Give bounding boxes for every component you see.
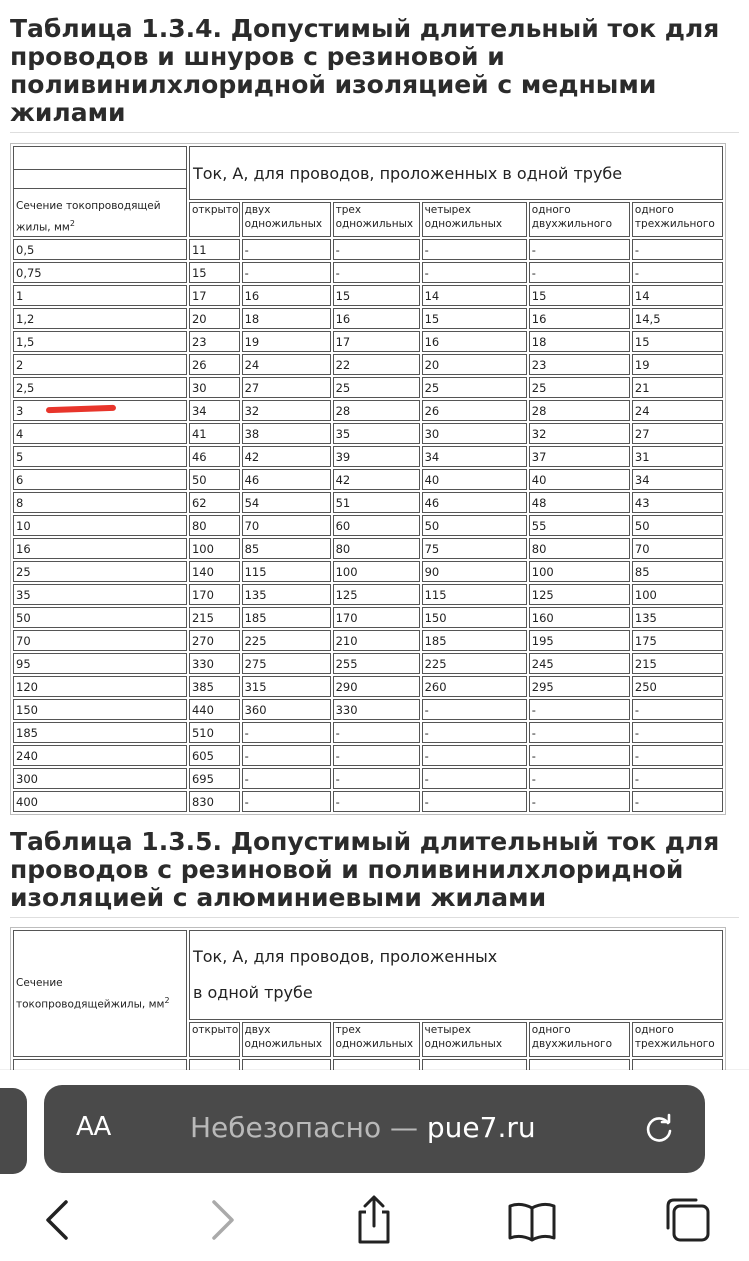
column-header: открыто bbox=[189, 1022, 240, 1057]
current-value-cell: 46 bbox=[422, 492, 527, 513]
current-value-cell: 150 bbox=[422, 607, 527, 628]
current-value-cell: 175 bbox=[632, 630, 723, 651]
cross-section-cell: 120 bbox=[13, 676, 187, 697]
cross-section-cell: 150 bbox=[13, 699, 187, 720]
current-value-cell: 185 bbox=[422, 630, 527, 651]
column-header: трех одножильных bbox=[333, 1022, 420, 1057]
current-value-cell: 38 bbox=[242, 423, 331, 444]
current-value-cell: 270 bbox=[189, 630, 240, 651]
current-value-cell: 32 bbox=[529, 423, 630, 444]
current-value-cell: - bbox=[632, 699, 723, 720]
current-value-cell: 70 bbox=[242, 515, 331, 536]
current-value-cell: 14,5 bbox=[632, 308, 723, 329]
current-value-cell: 135 bbox=[632, 607, 723, 628]
current-value-cell: - bbox=[333, 745, 420, 766]
current-value-cell: 100 bbox=[333, 561, 420, 582]
current-value-cell: 16 bbox=[422, 331, 527, 352]
current-value-cell: 11 bbox=[189, 239, 240, 260]
table-row bbox=[13, 308, 723, 329]
current-value-cell: 31 bbox=[632, 446, 723, 467]
table1-title: Таблица 1.3.4. Допустимый длительный ток для проводов и шнуров с резиновой и поливинилхлоридной изоляцией с медными жилами bbox=[10, 14, 720, 127]
current-value-cell: 85 bbox=[242, 538, 331, 559]
current-value-cell: 250 bbox=[632, 676, 723, 697]
url-display[interactable]: Небезопасно — pue7.ru bbox=[190, 1111, 536, 1144]
current-value-cell: 30 bbox=[189, 377, 240, 398]
current-value-cell: - bbox=[529, 745, 630, 766]
current-value-cell: - bbox=[632, 262, 723, 283]
current-value-cell: 42 bbox=[333, 469, 420, 490]
current-value-cell: - bbox=[333, 262, 420, 283]
cross-section-cell: 400 bbox=[13, 791, 187, 812]
current-value-cell: 28 bbox=[333, 400, 420, 421]
current-header: Ток, А, для проводов, проложенных в одной трубе bbox=[189, 930, 723, 1020]
current-value-cell: 80 bbox=[529, 538, 630, 559]
current-value-cell: - bbox=[242, 745, 331, 766]
column-header: двух одножильных bbox=[242, 1022, 331, 1057]
current-value-cell: 225 bbox=[422, 653, 527, 674]
current-value-cell: 330 bbox=[333, 699, 420, 720]
current-value-cell: 135 bbox=[242, 584, 331, 605]
current-value-cell: 41 bbox=[189, 423, 240, 444]
current-value-cell: 34 bbox=[189, 400, 240, 421]
current-value-cell: 80 bbox=[189, 515, 240, 536]
table-row bbox=[13, 469, 723, 490]
current-value-cell: 50 bbox=[189, 469, 240, 490]
current-value-cell: - bbox=[422, 722, 527, 743]
cross-section-cell: 240 bbox=[13, 745, 187, 766]
current-value-cell: - bbox=[632, 745, 723, 766]
current-value-cell: 255 bbox=[333, 653, 420, 674]
current-value-cell: - bbox=[422, 239, 527, 260]
current-value-cell: 21 bbox=[632, 377, 723, 398]
forward-icon[interactable] bbox=[190, 1190, 250, 1250]
current-value-cell: 48 bbox=[529, 492, 630, 513]
current-value-cell: 605 bbox=[189, 745, 240, 766]
cross-section-cell: 8 bbox=[13, 492, 187, 513]
cross-section-cell: 0,75 bbox=[13, 262, 187, 283]
table-row bbox=[13, 285, 723, 306]
current-value-cell: 54 bbox=[242, 492, 331, 513]
current-value-cell: 34 bbox=[632, 469, 723, 490]
column-header: одного двухжильного bbox=[529, 202, 630, 237]
current-value-cell: 17 bbox=[333, 331, 420, 352]
current-value-cell: 695 bbox=[189, 768, 240, 789]
table2 bbox=[10, 927, 726, 1070]
current-value-cell: 62 bbox=[189, 492, 240, 513]
current-value-cell: 195 bbox=[529, 630, 630, 651]
current-value-cell: 55 bbox=[529, 515, 630, 536]
current-value-cell: 26 bbox=[422, 400, 527, 421]
table2-title: Таблица 1.3.5. Допустимый длительный ток для проводов с резиновой и поливинилхлоридной изоляцией с алюминиевыми жилами bbox=[10, 827, 720, 912]
current-value-cell: - bbox=[632, 239, 723, 260]
current-value-cell: - bbox=[242, 722, 331, 743]
current-value-cell: - bbox=[422, 262, 527, 283]
current-value-cell: - bbox=[632, 791, 723, 812]
current-value-cell: 46 bbox=[189, 446, 240, 467]
table-row bbox=[13, 423, 723, 444]
current-value-cell: 330 bbox=[189, 653, 240, 674]
current-value-cell: 125 bbox=[333, 584, 420, 605]
table-row bbox=[13, 699, 723, 720]
current-value-cell: 90 bbox=[422, 561, 527, 582]
tabs-icon[interactable] bbox=[658, 1190, 718, 1250]
current-value-cell: 100 bbox=[189, 538, 240, 559]
current-value-cell: - bbox=[242, 239, 331, 260]
current-value-cell: 16 bbox=[529, 308, 630, 329]
current-value-cell: 19 bbox=[632, 354, 723, 375]
table-row bbox=[13, 791, 723, 812]
cross-section-cell: 35 bbox=[13, 584, 187, 605]
current-value-cell: 510 bbox=[189, 722, 240, 743]
current-value-cell: 24 bbox=[242, 354, 331, 375]
table-row bbox=[13, 1059, 723, 1070]
current-value-cell: 260 bbox=[422, 676, 527, 697]
current-value-cell: - bbox=[529, 722, 630, 743]
current-value-cell: 39 bbox=[333, 446, 420, 467]
current-value-cell: 32 bbox=[242, 400, 331, 421]
table-row bbox=[13, 653, 723, 674]
current-value-cell: - bbox=[242, 768, 331, 789]
browser-toolbar bbox=[0, 1070, 749, 1261]
current-value-cell: - bbox=[632, 768, 723, 789]
column-header: четырех одножильных bbox=[422, 202, 527, 237]
current-value-cell: - bbox=[333, 768, 420, 789]
current-value-cell: 19 bbox=[242, 331, 331, 352]
current-value-cell: 50 bbox=[422, 515, 527, 536]
table1 bbox=[10, 143, 726, 815]
current-value-cell: 46 bbox=[242, 469, 331, 490]
column-header: одного трехжильного bbox=[632, 1022, 723, 1057]
table-row bbox=[13, 377, 723, 398]
column-header: четырех одножильных bbox=[422, 1022, 527, 1057]
current-value-cell: - bbox=[242, 791, 331, 812]
current-value-cell: - bbox=[422, 745, 527, 766]
cross-section-cell: 1,5 bbox=[13, 331, 187, 352]
previous-tab-preview[interactable] bbox=[0, 1088, 27, 1174]
cross-section-cell: 16 bbox=[13, 538, 187, 559]
current-value-cell: 185 bbox=[242, 607, 331, 628]
current-value-cell: 15 bbox=[189, 262, 240, 283]
share-icon[interactable] bbox=[344, 1190, 404, 1250]
cross-section-cell: 10 bbox=[13, 515, 187, 536]
current-value-cell: 42 bbox=[242, 446, 331, 467]
current-value-cell: 18 bbox=[242, 308, 331, 329]
current-value-cell: - bbox=[529, 262, 630, 283]
cross-section-cell: 3 bbox=[13, 400, 187, 421]
current-value-cell: 115 bbox=[242, 561, 331, 582]
column-header: двух одножильных bbox=[242, 202, 331, 237]
current-value-cell: 26 bbox=[189, 354, 240, 375]
column-header: открыто bbox=[189, 202, 240, 237]
table-row bbox=[13, 239, 723, 260]
table-row bbox=[13, 676, 723, 697]
current-value-cell: 23 bbox=[529, 354, 630, 375]
current-value-cell: 215 bbox=[189, 607, 240, 628]
current-value-cell: 80 bbox=[333, 538, 420, 559]
current-value-cell: - bbox=[422, 699, 527, 720]
empty-header-cell bbox=[13, 169, 187, 189]
current-value-cell: 85 bbox=[632, 561, 723, 582]
current-value-cell: - bbox=[529, 699, 630, 720]
current-value-cell: 115 bbox=[422, 584, 527, 605]
current-value-cell: 225 bbox=[242, 630, 331, 651]
table-row bbox=[13, 745, 723, 766]
current-value-cell: 34 bbox=[422, 446, 527, 467]
current-value-cell: 160 bbox=[529, 607, 630, 628]
table-row bbox=[13, 515, 723, 536]
current-value-cell: 275 bbox=[242, 653, 331, 674]
current-value-cell: 18 bbox=[529, 331, 630, 352]
table-row bbox=[13, 722, 723, 743]
cross-section-cell: 6 bbox=[13, 469, 187, 490]
current-value-cell: - bbox=[422, 768, 527, 789]
table-row bbox=[13, 354, 723, 375]
current-value-cell: 20 bbox=[422, 354, 527, 375]
current-value-cell: 290 bbox=[333, 676, 420, 697]
table-row bbox=[13, 630, 723, 651]
divider bbox=[10, 917, 739, 918]
current-value-cell: - bbox=[333, 239, 420, 260]
current-value-cell: 15 bbox=[529, 285, 630, 306]
cross-section-cell: 300 bbox=[13, 768, 187, 789]
cross-section-cell: 1,2 bbox=[13, 308, 187, 329]
cross-section-cell: 25 bbox=[13, 561, 187, 582]
table-row bbox=[13, 262, 723, 283]
current-value-cell: 210 bbox=[333, 630, 420, 651]
current-value-cell: 315 bbox=[242, 676, 331, 697]
current-value-cell: 170 bbox=[189, 584, 240, 605]
table-row bbox=[13, 607, 723, 628]
section-header: Сечение токопроводящейжилы, $мм^2$ bbox=[13, 930, 187, 1057]
current-value-cell: 125 bbox=[529, 584, 630, 605]
current-value-cell: 16 bbox=[333, 308, 420, 329]
current-value-cell: 100 bbox=[632, 584, 723, 605]
current-value-cell: 43 bbox=[632, 492, 723, 513]
divider bbox=[10, 132, 739, 133]
current-value-cell: - bbox=[529, 791, 630, 812]
table-row bbox=[13, 446, 723, 467]
current-value-cell: 245 bbox=[529, 653, 630, 674]
current-value-cell: - bbox=[529, 239, 630, 260]
current-value-cell: 23 bbox=[189, 331, 240, 352]
current-value-cell: - bbox=[632, 722, 723, 743]
current-value-cell: 70 bbox=[632, 538, 723, 559]
cross-section-cell: 70 bbox=[13, 630, 187, 651]
current-value-cell: 50 bbox=[632, 515, 723, 536]
cross-section-cell: 185 bbox=[13, 722, 187, 743]
column-header: одного двухжильного bbox=[529, 1022, 630, 1057]
current-value-cell: 40 bbox=[529, 469, 630, 490]
current-value-cell: 25 bbox=[422, 377, 527, 398]
cross-section-cell: 4 bbox=[13, 423, 187, 444]
current-value-cell: - bbox=[333, 791, 420, 812]
column-header: трех одножильных bbox=[333, 202, 420, 237]
table-row bbox=[13, 538, 723, 559]
current-value-cell: - bbox=[529, 768, 630, 789]
current-value-cell: - bbox=[422, 791, 527, 812]
current-value-cell: 17 bbox=[189, 285, 240, 306]
current-value-cell: 295 bbox=[529, 676, 630, 697]
table-row bbox=[13, 331, 723, 352]
cross-section-cell: 0,5 bbox=[13, 239, 187, 260]
cross-section-cell: 2 bbox=[13, 354, 187, 375]
current-value-cell: 100 bbox=[529, 561, 630, 582]
current-value-cell: 37 bbox=[529, 446, 630, 467]
reload-icon[interactable] bbox=[642, 1111, 678, 1147]
current-value-cell: 385 bbox=[189, 676, 240, 697]
current-value-cell: 15 bbox=[333, 285, 420, 306]
current-value-cell: 40 bbox=[422, 469, 527, 490]
current-value-cell: 27 bbox=[242, 377, 331, 398]
current-value-cell: 75 bbox=[422, 538, 527, 559]
table-row bbox=[13, 768, 723, 789]
address-bar[interactable] bbox=[44, 1085, 705, 1173]
table-row bbox=[13, 561, 723, 582]
cross-section-cell: 1 bbox=[13, 285, 187, 306]
table-row bbox=[13, 400, 723, 421]
current-value-cell: 14 bbox=[632, 285, 723, 306]
current-value-cell: 170 bbox=[333, 607, 420, 628]
section-header: Сечение токопроводящей жилы, $мм^2$ bbox=[13, 146, 187, 237]
current-value-cell: 830 bbox=[189, 791, 240, 812]
current-value-cell: - bbox=[333, 722, 420, 743]
table-row bbox=[13, 492, 723, 513]
current-value-cell: 22 bbox=[333, 354, 420, 375]
current-value-cell: 27 bbox=[632, 423, 723, 444]
current-value-cell: 440 bbox=[189, 699, 240, 720]
table-row bbox=[13, 584, 723, 605]
current-value-cell: 16 bbox=[242, 285, 331, 306]
current-header: Ток, А, для проводов, проложенных в одной трубе bbox=[189, 146, 723, 200]
cross-section-cell: 50 bbox=[13, 607, 187, 628]
current-value-cell: 30 bbox=[422, 423, 527, 444]
current-value-cell: 14 bbox=[422, 285, 527, 306]
current-value-cell: 25 bbox=[333, 377, 420, 398]
current-value-cell: 25 bbox=[529, 377, 630, 398]
column-header: одного трехжильного bbox=[632, 202, 723, 237]
cross-section-cell: 95 bbox=[13, 653, 187, 674]
reader-settings-button[interactable]: AA bbox=[76, 1112, 111, 1142]
current-value-cell: 28 bbox=[529, 400, 630, 421]
current-value-cell: 15 bbox=[632, 331, 723, 352]
current-value-cell: 60 bbox=[333, 515, 420, 536]
current-value-cell: 15 bbox=[422, 308, 527, 329]
bookmarks-icon[interactable] bbox=[502, 1190, 562, 1250]
current-value-cell: 51 bbox=[333, 492, 420, 513]
current-value-cell: 360 bbox=[242, 699, 331, 720]
current-value-cell: 35 bbox=[333, 423, 420, 444]
cross-section-cell: 2,5 bbox=[13, 377, 187, 398]
back-icon[interactable] bbox=[30, 1190, 90, 1250]
cross-section-cell: 5 bbox=[13, 446, 187, 467]
current-value-cell: 215 bbox=[632, 653, 723, 674]
current-value-cell: 140 bbox=[189, 561, 240, 582]
current-value-cell: 20 bbox=[189, 308, 240, 329]
current-value-cell: 24 bbox=[632, 400, 723, 421]
current-value-cell: - bbox=[242, 262, 331, 283]
